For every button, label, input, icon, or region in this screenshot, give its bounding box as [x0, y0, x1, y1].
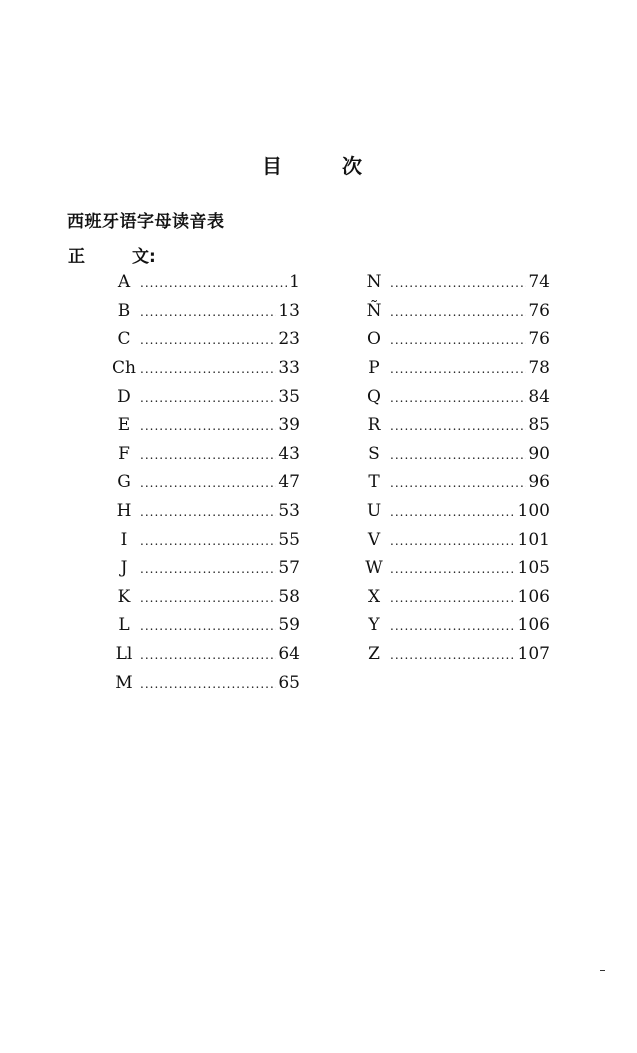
toc-leader-dots — [390, 333, 526, 347]
page-title — [262, 150, 362, 179]
toc-entry-letter: Ch — [112, 358, 136, 379]
toc-entry[interactable] — [360, 268, 550, 297]
toc-entry-page-number: 96 — [528, 472, 550, 493]
toc-entry-page-number: 76 — [528, 329, 550, 350]
toc-leader-dots — [140, 305, 276, 319]
toc-entry[interactable] — [360, 583, 550, 612]
toc-entry[interactable] — [110, 297, 300, 326]
toc-entry[interactable] — [360, 382, 550, 411]
toc-entry-letter: Z — [368, 644, 380, 665]
toc-entry-letter: Ll — [115, 644, 133, 665]
toc-entry-letter: Y — [368, 615, 380, 636]
toc-leader-dots — [140, 448, 276, 462]
toc-entry-page-number: 1 — [289, 272, 300, 293]
toc-entry-page-number: 74 — [528, 272, 550, 293]
toc-entry-page-number: 90 — [528, 443, 550, 464]
toc-entry[interactable] — [360, 297, 550, 326]
toc-entry[interactable] — [110, 382, 300, 411]
toc-entry-page-number: 47 — [278, 472, 300, 493]
toc-entry-page-number: 105 — [517, 558, 550, 579]
toc-entry[interactable] — [110, 554, 300, 583]
toc-entry-page-number: 107 — [517, 644, 550, 665]
toc-entry[interactable] — [110, 525, 300, 554]
page-title-char-1: 目 — [262, 154, 282, 178]
toc-entry[interactable] — [110, 497, 300, 526]
toc-entry-letter: Q — [367, 386, 381, 407]
toc-entry-letter: K — [117, 586, 131, 607]
corner-mark — [600, 970, 605, 971]
toc-entry-letter: V — [367, 529, 381, 550]
toc-entry-letter: J — [120, 558, 128, 579]
toc-leader-dots — [390, 276, 526, 290]
toc-entry[interactable] — [110, 583, 300, 612]
toc-entry-page-number: 13 — [278, 300, 300, 321]
page-title-char-2: 次 — [342, 154, 362, 178]
toc-leader-dots — [140, 591, 276, 605]
toc-leader-dots — [390, 362, 526, 376]
toc-entry[interactable] — [360, 468, 550, 497]
toc-entry-letter: M — [115, 672, 133, 693]
toc-entry[interactable] — [360, 640, 550, 669]
toc-entry-letter: O — [367, 329, 381, 350]
toc-entry[interactable] — [110, 325, 300, 354]
toc-entry-page-number: 43 — [278, 443, 300, 464]
toc-entry-page-number: 58 — [278, 586, 300, 607]
toc-entry[interactable] — [360, 325, 550, 354]
toc-entry-letter: X — [367, 586, 381, 607]
toc-entry-page-number: 33 — [278, 358, 300, 379]
toc-entry[interactable] — [360, 554, 550, 583]
toc-entry-page-number: 65 — [278, 672, 300, 693]
toc-leader-dots — [140, 677, 276, 691]
toc-entry-letter: A — [117, 272, 131, 293]
toc-leader-dots — [140, 419, 276, 433]
toc-entry-letter: I — [120, 529, 128, 550]
toc-entry-page-number: 85 — [528, 415, 550, 436]
toc-entry[interactable] — [360, 525, 550, 554]
toc-entry-letter: E — [117, 415, 131, 436]
toc-right-column — [360, 268, 550, 668]
toc-entry-letter: C — [117, 329, 131, 350]
toc-entry[interactable] — [360, 411, 550, 440]
toc-entry-letter: G — [117, 472, 131, 493]
toc-entry-letter: T — [368, 472, 380, 493]
toc-entry-letter: N — [366, 272, 382, 293]
toc-leader-dots — [140, 362, 276, 376]
toc-entry-page-number: 59 — [278, 615, 300, 636]
toc-entry-letter: R — [367, 415, 381, 436]
section-heading-alphabet-pronunciation: 西班牙语字母读音表 — [67, 212, 225, 232]
toc-entry-letter: S — [368, 443, 380, 464]
main-text-heading-char-1: 正 — [68, 247, 85, 267]
toc-entry-page-number: 57 — [278, 558, 300, 579]
toc-leader-dots — [390, 534, 516, 548]
toc-entry-page-number: 23 — [278, 329, 300, 350]
toc-leader-dots — [140, 333, 276, 347]
main-text-heading-char-2: 文: — [132, 247, 156, 267]
toc-leader-dots — [140, 276, 287, 290]
toc-entry-page-number: 76 — [528, 300, 550, 321]
toc-entry-letter: D — [117, 386, 131, 407]
toc-entry-page-number: 106 — [517, 615, 550, 636]
toc-entry[interactable] — [110, 468, 300, 497]
toc-leader-dots — [390, 562, 516, 576]
toc-leader-dots — [140, 562, 276, 576]
toc-leader-dots — [390, 619, 516, 633]
toc-leader-dots — [390, 448, 526, 462]
toc-entry-page-number: 84 — [528, 386, 550, 407]
toc-entry-page-number: 39 — [278, 415, 300, 436]
toc-leader-dots — [140, 391, 276, 405]
toc-entry[interactable] — [110, 354, 300, 383]
toc-entry-letter: Ñ — [366, 300, 382, 321]
toc-leader-dots — [140, 476, 276, 490]
toc-entry-letter: B — [117, 300, 131, 321]
toc-leader-dots — [140, 505, 276, 519]
toc-entry[interactable] — [360, 354, 550, 383]
toc-entry[interactable] — [110, 640, 300, 669]
toc-entry-page-number: 101 — [517, 529, 550, 550]
toc-entry[interactable] — [360, 611, 550, 640]
toc-entry-letter: H — [116, 501, 132, 522]
toc-leader-dots — [390, 591, 516, 605]
toc-entry[interactable] — [110, 440, 300, 469]
toc-entry[interactable] — [360, 497, 550, 526]
toc-entry-letter: W — [365, 558, 383, 579]
toc-leader-dots — [140, 534, 276, 548]
toc-leader-dots — [140, 648, 276, 662]
section-heading-main-text — [68, 242, 156, 267]
toc-entry[interactable] — [360, 440, 550, 469]
toc-entry-page-number: 106 — [517, 586, 550, 607]
toc-entry-letter: P — [368, 358, 380, 379]
toc-entry-page-number: 35 — [278, 386, 300, 407]
toc-entry-page-number: 55 — [278, 529, 300, 550]
toc-leader-dots — [390, 419, 526, 433]
toc-entry-page-number: 64 — [278, 644, 300, 665]
toc-leader-dots — [390, 305, 526, 319]
toc-leader-dots — [390, 648, 516, 662]
toc-entry[interactable] — [110, 268, 300, 297]
toc-leader-dots — [390, 505, 516, 519]
toc-entry-page-number: 78 — [528, 358, 550, 379]
toc-entry[interactable] — [110, 611, 300, 640]
toc-entry[interactable] — [110, 411, 300, 440]
toc-entry-page-number: 53 — [278, 501, 300, 522]
toc-leader-dots — [390, 476, 526, 490]
toc-leader-dots — [140, 619, 276, 633]
toc-leader-dots — [390, 391, 526, 405]
toc-entry-letter: F — [118, 443, 130, 464]
toc-entry-letter: L — [118, 615, 130, 636]
toc-left-column — [110, 268, 300, 697]
toc-entry-page-number: 100 — [517, 501, 550, 522]
toc-entry[interactable] — [110, 668, 300, 697]
toc-entry-letter: U — [366, 501, 382, 522]
